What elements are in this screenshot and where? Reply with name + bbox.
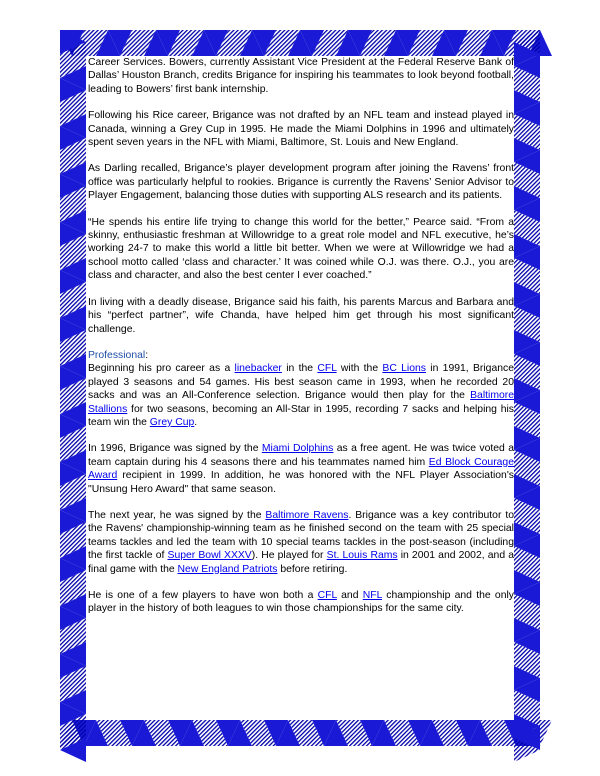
text: . Brigance was a key contributor to the Ravens' championship-winning team as he finished second on the team with 25 special teams tackles and led the team with 10 special teams tackles in the post-season (including the first tackle of — [88, 509, 514, 562]
paragraph-player-development: As Darling recalled, Brigance’s player development program after joining the Ravens’ front office was particularly helpful to rookies. Brigance is currently the Ravens’ Senior Advisor to Player Engagement, balancing those duties with supporting ALS research and its patients. — [88, 163, 514, 202]
link-miami-dolphins[interactable]: Miami Dolphins — [261, 443, 334, 455]
paragraph-rice-career: Following his Rice career, Brigance was not drafted by an NFL team and instead played in Canada, winning a Grey Cup in 1995. He made the Miami Dolphins in 1996 and ultimately spent seven years in the NFL with Miami, Baltimore, St. Louis and New England. — [88, 110, 514, 149]
professional-heading-line — [88, 349, 514, 362]
text: with the — [336, 363, 383, 375]
paragraph-pro-career — [88, 362, 514, 429]
text: ). He played for — [251, 550, 327, 562]
text: in 2001 and 2002, and a final game with the — [88, 550, 515, 575]
link-cfl[interactable]: CFL — [317, 363, 337, 375]
text: Beginning his pro career as a — [88, 363, 235, 375]
text: He is one of a few players to have won both a — [88, 590, 318, 601]
paragraph-ravens — [88, 509, 514, 576]
paragraph-career-services: Career Services. Bowers, currently Assistant Vice President at the Federal Reserve Bank of Dallas’ Houston Branch, credits Brigance for inspiring his teammates to look beyond football, leading to Bowers’ first bank internship. — [88, 57, 514, 95]
link-baltimore-stallions[interactable]: Baltimore Stallions — [88, 390, 514, 415]
text: In 1996, Brigance was signed by the — [88, 443, 262, 455]
text: as a free agent. He was twice voted a team captain during his 4 seasons there and his teammates named him — [88, 443, 514, 468]
link-grey-cup[interactable]: Grey Cup — [149, 416, 195, 428]
link-bc-lions[interactable]: BC Lions — [382, 363, 426, 375]
link-nfl[interactable]: NFL — [362, 590, 382, 601]
link-ed-block-courage-award[interactable]: Ed Block Courage Award — [88, 456, 514, 482]
text: recipient in 1999. In addition, he was honored with the NFL Player Association's "Unsung Hero Award" that same season. — [88, 470, 514, 495]
paragraph-championships — [88, 589, 514, 616]
paragraph-miami — [88, 442, 514, 496]
text: The next year, he was signed by the — [88, 509, 266, 521]
link-super-bowl-xxxv[interactable]: Super Bowl XXXV — [167, 550, 252, 562]
text: in 1991, Brigance played 3 seasons and 54 games. His best season came in 1993, when he recorded 20 sacks and was an All-Conference selection. Brigance would then play for the — [88, 363, 514, 402]
text: championship and the only player in the history of both leagues to win those championships for the same city. — [88, 590, 514, 615]
paragraph-faith: In living with a deadly disease, Brigance said his faith, his parents Marcus and Barbara and his “perfect partner”, wife Chanda, have helped him get through his most significant challenge. — [88, 296, 514, 335]
text: before retiring. — [277, 563, 348, 575]
text: . — [194, 416, 198, 428]
link-baltimore-ravens[interactable]: Baltimore Ravens — [265, 509, 349, 521]
text: and — [336, 590, 363, 601]
heading-colon: : — [145, 349, 149, 361]
document-body — [88, 56, 514, 629]
link-st-louis-rams[interactable]: St. Louis Rams — [326, 550, 398, 562]
link-new-england-patriots[interactable]: New England Patriots — [177, 563, 278, 575]
link-linebacker[interactable]: linebacker — [234, 363, 282, 375]
link-cfl-2[interactable]: CFL — [317, 590, 337, 601]
text: in the — [281, 363, 318, 375]
section-heading-professional: Professional — [88, 349, 146, 361]
paragraph-pearce-quote: “He spends his entire life trying to change this world for the better,” Pearce said. “From a skinny, enthusiastic freshman at Willowridge to a great role model and NFL executive, he’s working 24-7 to make this world a little bit better. When we were at Willowridge we had a school motto called ‘class and character.’ It was coined while O.J. was there. O.J., you are class and character, and also the best center I ever coached.” — [88, 216, 514, 282]
text: for two seasons, becoming an All-Star in 1995, recording 7 sacks and helping his team win the — [88, 403, 514, 428]
